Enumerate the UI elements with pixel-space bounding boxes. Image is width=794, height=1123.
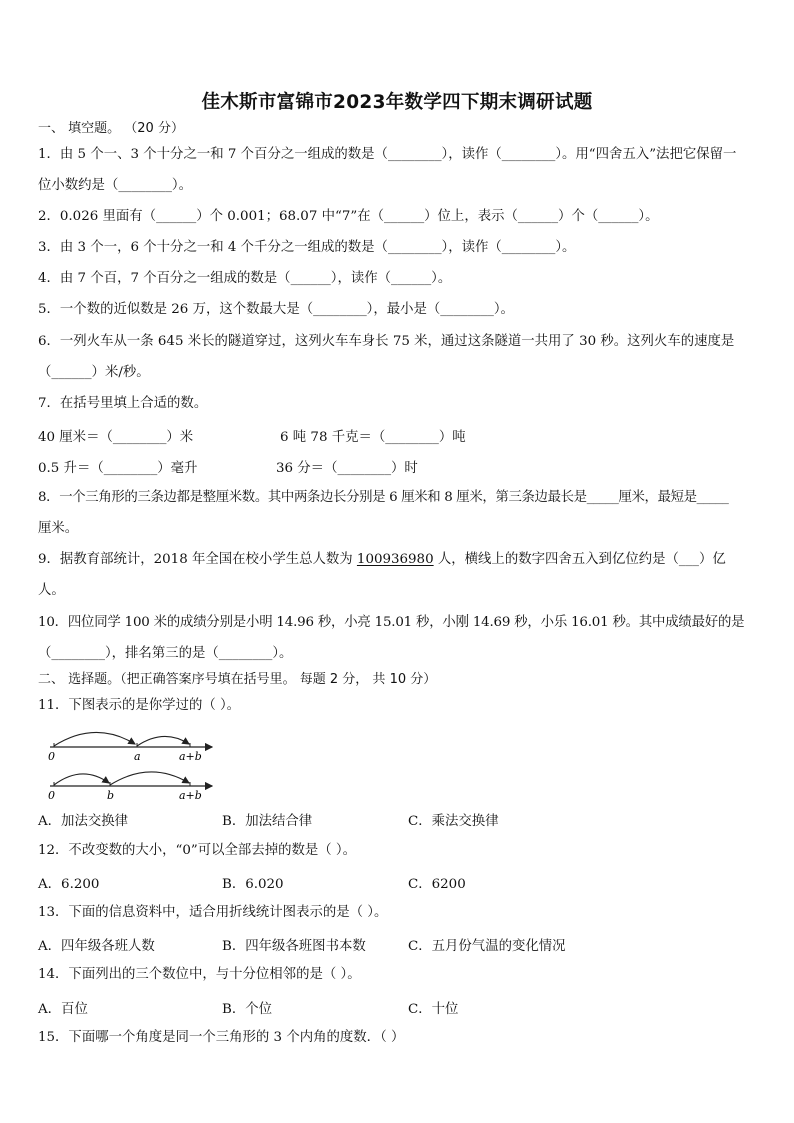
question-7-item-d: 36 分＝（________）时: [276, 461, 418, 476]
question-11: 11．下图表示的是你学过的（ ）。: [38, 698, 241, 713]
question-13: 13．下面的信息资料中，适合用折线统计图表示的是（ ）。: [38, 905, 388, 920]
q11-option-b: B．加法结合律: [222, 814, 313, 829]
bottom-label-a-plus-b: a+b: [179, 789, 202, 802]
question-7-item-b: 6 吨 78 千克＝（________）吨: [280, 430, 466, 445]
bottom-label-b: b: [107, 789, 115, 802]
question-12: 12．不改变数的大小，“0”可以全部去掉的数是（ ）。: [38, 843, 357, 858]
question-2: 2．0.026 里面有（______）个 0.001；68.07 中“7”在（______）位上，表示（______）个（______）。: [38, 209, 659, 224]
question-1: 1．由 5 个一、3 个十分之一和 7 个百分之一组成的数是（________），读作（________）。用“四舍五入”法把它保留一: [38, 147, 737, 162]
q14-option-c: C．十位: [408, 1002, 459, 1017]
bottom-label-zero: 0: [48, 789, 55, 802]
question-7-item-c: 0.5 升＝（________）毫升: [38, 461, 198, 476]
q12-option-a: A．6.200: [38, 877, 100, 892]
question-9-text-a: 9．据教育部统计，2018 年全国在校小学生总人数为: [38, 552, 357, 567]
question-9-continued: 人。: [38, 583, 65, 598]
question-15: 15．下面哪一个角度是同一个三角形的 3 个内角的度数．（ ）: [38, 1030, 405, 1045]
section-heading-multiple-choice: 二、 选择题。（把正确答案序号填在括号里。 每题 2 分， 共 10 分）: [38, 672, 437, 687]
q13-option-c: C．五月份气温的变化情况: [408, 939, 566, 954]
top-label-a: a: [134, 750, 141, 763]
question-4: 4．由 7 个百，7 个百分之一组成的数是（______），读作（______）。: [38, 271, 452, 286]
question-9-underlined-number: 100936980: [356, 552, 434, 567]
number-line-top: [48, 732, 212, 763]
question-8: 8．一个三角形的三条边都是整厘米数。其中两条边长分别是 6 厘米和 8 厘米，第三条边最长是_____厘米，最短是_____: [38, 490, 729, 505]
q14-option-b: B．个位: [222, 1002, 273, 1017]
question-10-continued: （________），排名第三的是（________）。: [38, 646, 293, 661]
section-heading-fill-blank: 一、 填空题。 （20 分）: [38, 121, 184, 136]
question-7: 7．在括号里填上合适的数。: [38, 396, 208, 411]
q12-option-b: B．6.020: [222, 877, 284, 892]
question-14: 14．下面列出的三个数位中，与十分位相邻的是（ ）。: [38, 967, 361, 982]
number-line-bottom: [48, 772, 212, 802]
question-10: 10．四位同学 100 米的成绩分别是小明 14.96 秒，小亮 15.01 秒，小刚 14.69 秒，小乐 16.01 秒。其中成绩最好的是: [38, 615, 745, 630]
question-3: 3．由 3 个一，6 个十分之一和 4 个千分之一组成的数是（________），读作（________）。: [38, 240, 576, 255]
q13-option-b: B．四年级各班图书本数: [222, 939, 366, 954]
question-6: 6．一列火车从一条 645 米长的隧道穿过，这列火车车身长 75 米，通过这条隧道一共用了 30 秒。这列火车的速度是: [38, 334, 735, 349]
question-8-continued: 厘米。: [38, 521, 79, 536]
q14-option-a: A．百位: [38, 1002, 88, 1017]
q11-option-c: C．乘法交换律: [408, 814, 499, 829]
question-9-text-b: 人，横线上的数字四舍五入到亿位约是（___）亿: [433, 552, 726, 567]
question-6-continued: （______）米/秒。: [38, 365, 150, 380]
q12-option-c: C．6200: [408, 877, 466, 892]
top-label-zero: 0: [48, 750, 55, 763]
q13-option-a: A．四年级各班人数: [38, 939, 155, 954]
top-label-a-plus-b: a+b: [179, 750, 202, 763]
page-title: 佳木斯市富锦市2023年数学四下期末调研试题: [201, 92, 593, 113]
q11-option-a: A．加法交换律: [38, 814, 129, 829]
question-1-continued: 位小数约是（________）。: [38, 178, 192, 193]
number-line-figure: [40, 722, 220, 808]
question-7-item-a: 40 厘米＝（________）米: [38, 430, 194, 445]
question-5: 5．一个数的近似数是 26 万，这个数最大是（________），最小是（________）。: [38, 302, 514, 317]
question-9: [38, 551, 764, 569]
